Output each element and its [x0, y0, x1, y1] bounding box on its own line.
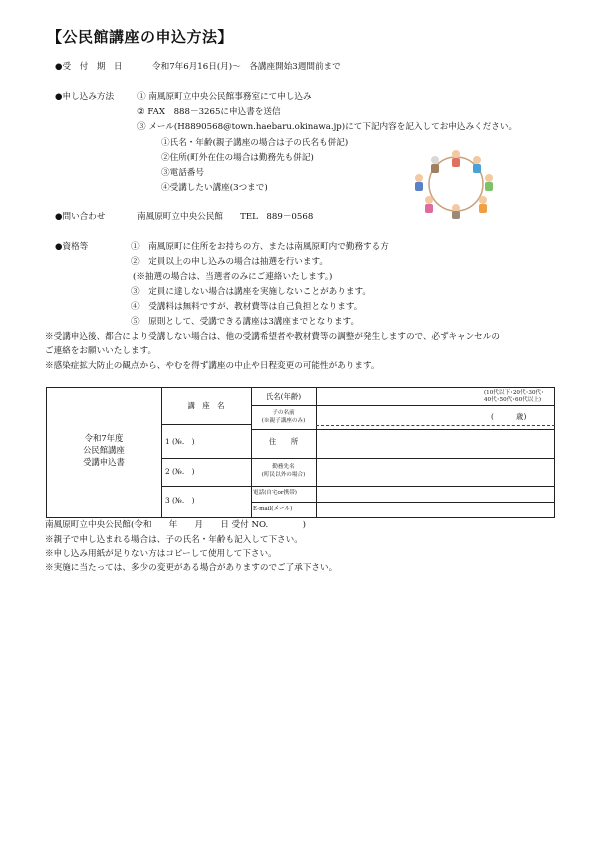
workplace-note: (町民以外の場合): [261, 472, 306, 478]
name-label: 氏名(年齢): [265, 392, 302, 401]
person-figure-top: [452, 150, 460, 167]
application-form: [46, 387, 555, 518]
eligibility-item: ② 定員以上の申し込みの場合は抽選を行います。: [131, 257, 328, 267]
person-figure-lower-right: [479, 196, 487, 213]
method-item: ② FAX 888－3265に申込書を送信: [137, 107, 281, 117]
note: ※実施に当たっては、多少の変更がある場合がありますのでご了承下さい。: [45, 563, 338, 573]
address-label: 住 所: [268, 437, 299, 446]
eligibility-item: ③ 定員に達しない場合は講座を実施しないことがあります。: [131, 287, 371, 297]
method-item: ③ メール(H8890568@town.haebaru.okinawa.jp)にて下記内容を記入してお申込みください。: [137, 122, 518, 132]
course-row-2: 2 (№. ): [165, 467, 195, 476]
eligibility-item: ⑤ 原則として、受講できる講座は3講座までとなります。: [131, 317, 360, 327]
method-subitem: ③電話番号: [161, 168, 204, 178]
note: ※親子で申し込まれる場合は、子の氏名・年齢も記入して下さい。: [45, 535, 303, 545]
phone-label: 電話(自宅or携帯): [253, 490, 297, 496]
age-hint: 40代･50代･60代以上): [484, 397, 542, 403]
person-figure-upper-left: [431, 156, 439, 173]
phone-input-area[interactable]: [317, 487, 555, 502]
receipt-line: 南風原町立中央公民館(令和 年 月 日 受付 NO. ): [45, 520, 306, 530]
note: ※申し込み用紙が足りない方はコピーして使用して下さい。: [45, 549, 277, 559]
name-input-area[interactable]: [317, 406, 555, 425]
course-header: 講 座 名: [187, 401, 225, 410]
form-title-line: 令和7年度: [84, 433, 124, 443]
email-label: E-mail(メール): [253, 506, 293, 512]
eligibility-item: ① 南風原町に住所をお持ちの方、または南風原町内で勤務する方: [131, 242, 389, 252]
contact-label: ●問い合わせ: [55, 212, 106, 222]
person-figure-left: [415, 174, 423, 191]
email-input-area[interactable]: [317, 503, 555, 518]
method-subitem: ④受講したい講座(3つまで): [161, 183, 268, 193]
eligibility-label: ●資格等: [55, 242, 89, 252]
people-circle-illustration: [405, 148, 507, 220]
note: ※受講申込後、都合により受講しない場合は、他の受講希望者や教材費等の調整が発生しますので、必ずキャンセルの: [45, 332, 500, 342]
method-item: ① 南風原町立中央公民館事務室にて申し込み: [137, 92, 312, 102]
person-figure-right: [485, 174, 493, 191]
person-figure-lower-left: [425, 196, 433, 213]
method-subitem: ①氏名・年齢(親子講座の場合は子の氏名も併記): [161, 138, 349, 148]
form-title-line: 受講申込書: [83, 457, 125, 467]
eligibility-item: ④ 受講料は無料ですが、教材費等は自己負担となります。: [131, 302, 363, 312]
eligibility-item: (※抽選の場合は、当選者のみにご連絡いたします。): [133, 272, 333, 282]
workplace-label: 勤務先名: [272, 464, 295, 470]
person-figure-upper-right: [473, 156, 481, 173]
child-name-label: 子の名前: [272, 410, 295, 416]
reception-value: 令和7年6月16日(月)～ 各講座開始3週間前まで: [152, 62, 341, 72]
page-title: 【公民館講座の申込方法】: [47, 28, 234, 46]
reception-label: ●受 付 期 日: [55, 62, 123, 72]
contact-value: 南風原町立中央公民館 TEL 889－0568: [137, 212, 314, 222]
person-figure-bottom: [452, 204, 460, 219]
child-age-field[interactable]: ( 歳): [491, 412, 527, 421]
child-name-note: (※親子講座のみ): [261, 418, 306, 424]
form-title-line: 公民館講座: [83, 445, 125, 455]
note: ご連絡をお願いいたします。: [45, 346, 157, 356]
course-row-3: 3 (№. ): [165, 496, 195, 505]
age-hint: (10代以下･20代･30代･: [484, 390, 544, 396]
note: ※感染症拡大防止の観点から、やむを得ず講座の中止や日程変更の可能性があります。: [45, 361, 380, 371]
workplace-input-area[interactable]: [317, 459, 555, 486]
method-label: ●申し込み方法: [55, 92, 115, 102]
course-row-1: 1 (№. ): [165, 437, 195, 446]
method-subitem: ②住所(町外在住の場合は勤務先も併記): [161, 153, 314, 163]
address-input-area[interactable]: [317, 430, 555, 458]
